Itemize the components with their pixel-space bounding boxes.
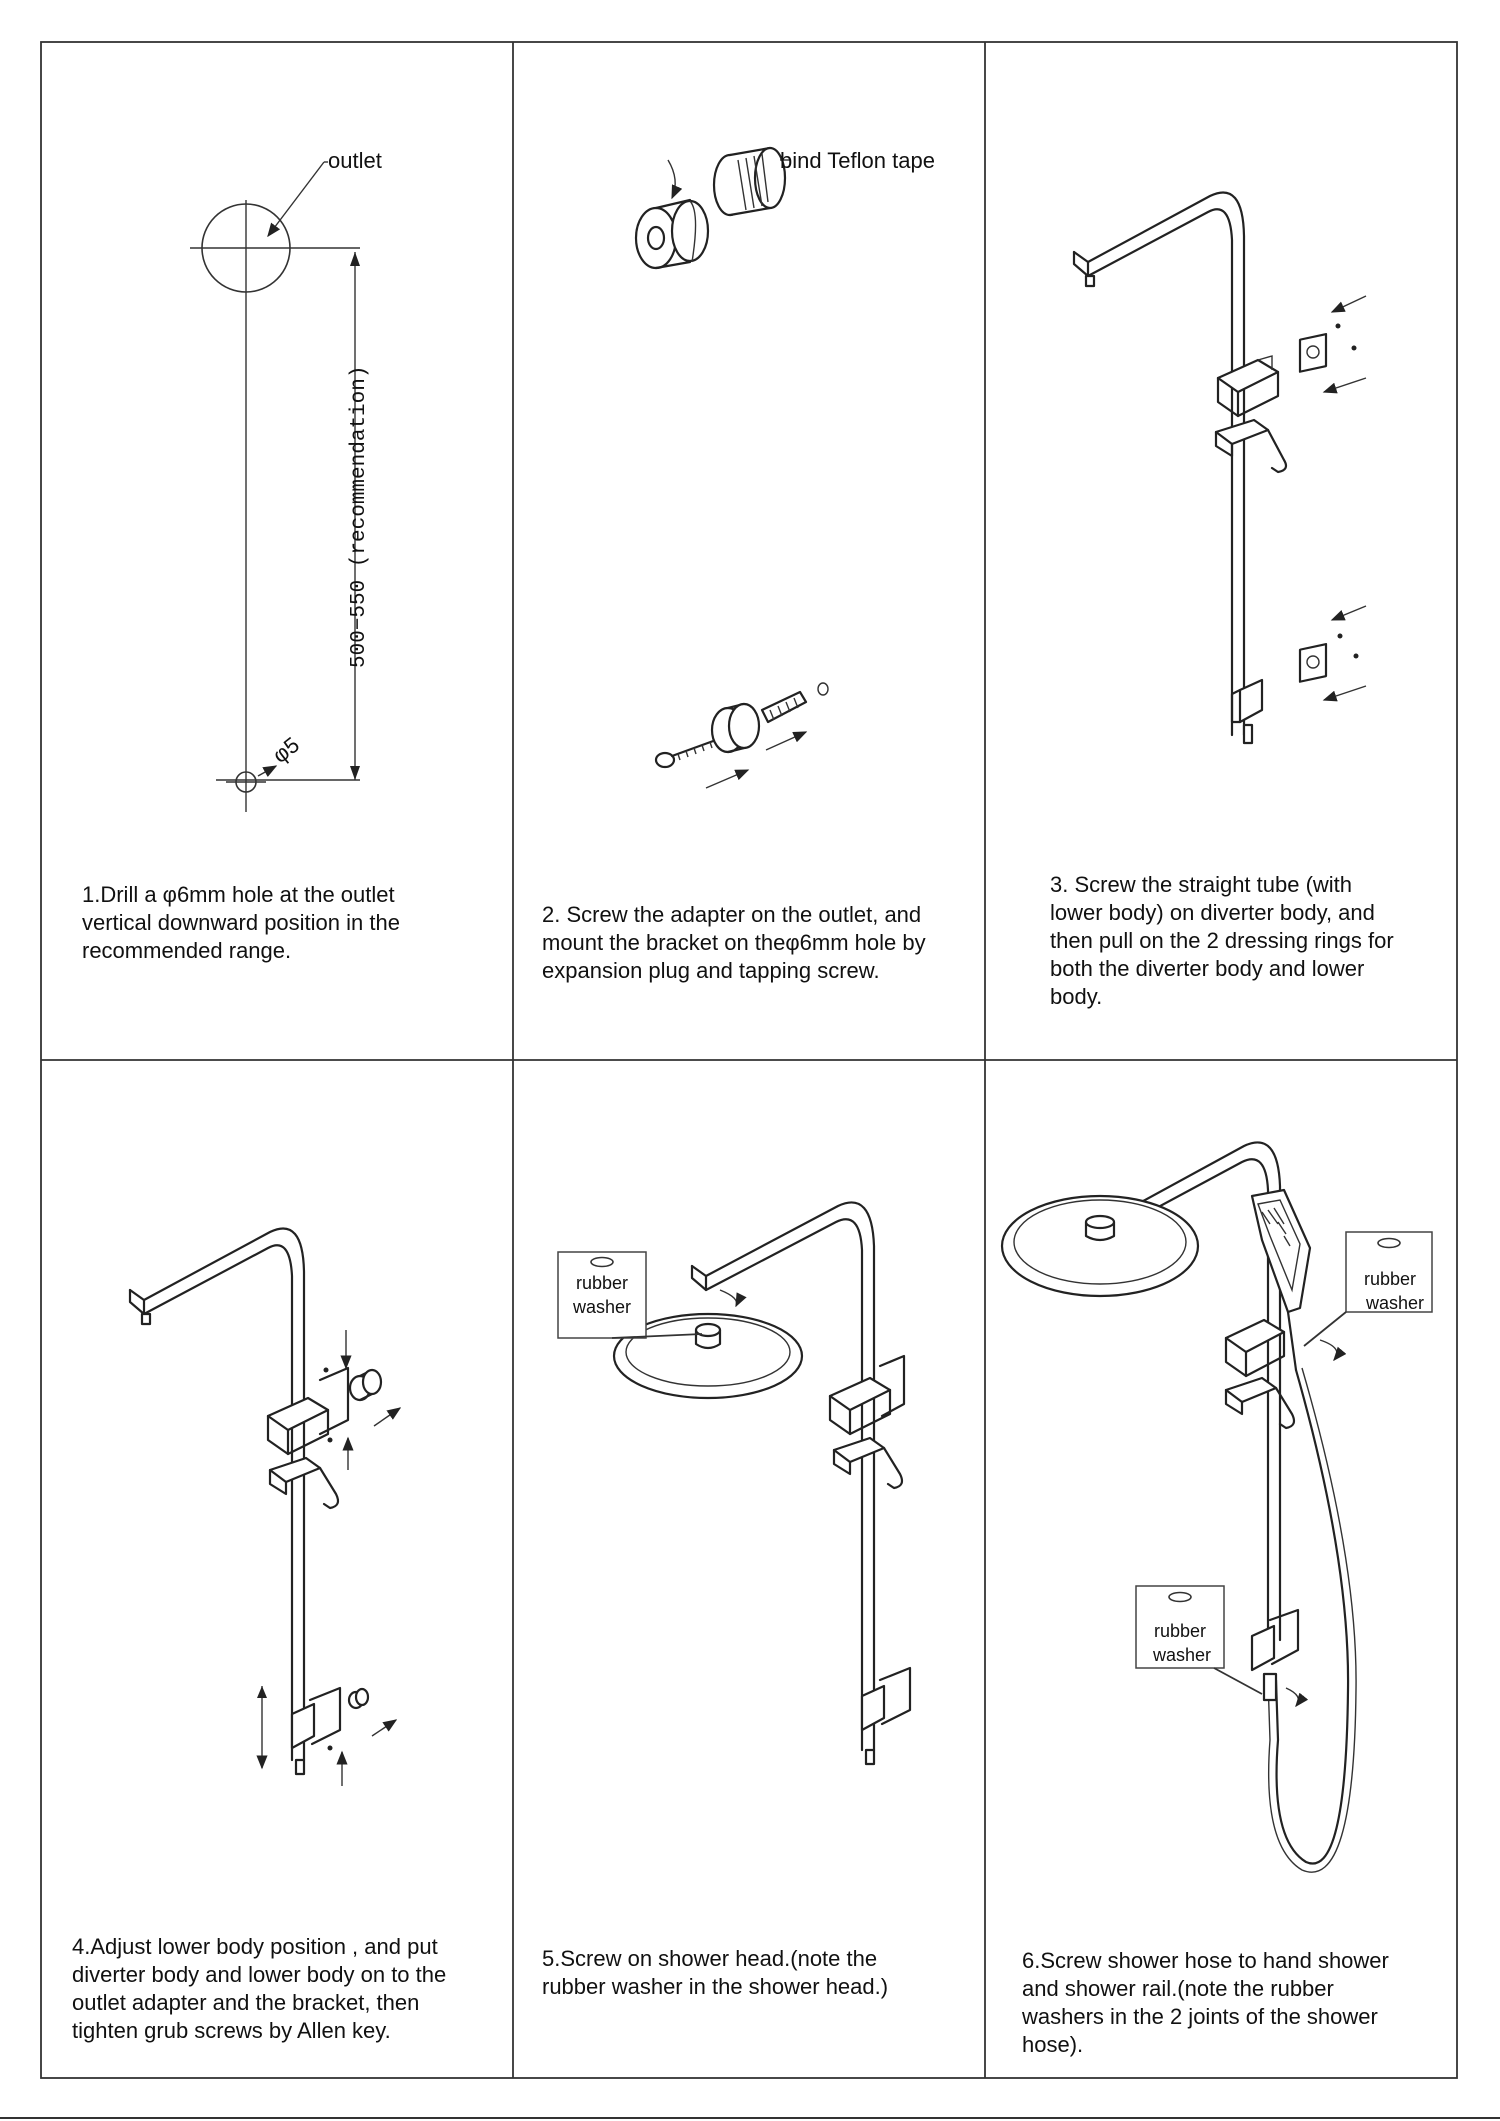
dimension-line bbox=[216, 252, 371, 780]
rubber-washer-callout-top bbox=[1304, 1232, 1432, 1346]
shower-rail-drawing-3 bbox=[1074, 192, 1366, 743]
washer-label-line1: rubber bbox=[575, 1273, 629, 1293]
panel-step-1 bbox=[82, 148, 406, 963]
rubber-washer-callout-bottom bbox=[1136, 1586, 1262, 1694]
step-4-caption: 4.Adjust lower body position , and put diverter body and lower body on to the outlet adapter and the bracket, then tighten grub screws by Allen key. bbox=[72, 1934, 447, 2043]
dimension-label: 500−550 (recommendation) bbox=[348, 365, 371, 668]
bracket-hardware-drawing bbox=[656, 683, 828, 788]
panel-step-6 bbox=[1002, 1142, 1432, 2057]
drill-hole bbox=[226, 732, 304, 792]
washer-top-label-line2: washer bbox=[1365, 1293, 1425, 1313]
step-5-caption: 5.Screw on shower head.(note the rubber washer in the shower head.) bbox=[542, 1946, 889, 1999]
washer-top-label-line1: rubber bbox=[1363, 1269, 1417, 1289]
panel-step-5 bbox=[542, 1202, 910, 1999]
panel-grid bbox=[0, 42, 1500, 2118]
shower-rail-drawing-5 bbox=[614, 1202, 910, 1764]
teflon-label: bind Teflon tape bbox=[780, 148, 935, 173]
adapter-drawing bbox=[636, 148, 935, 268]
step-2-caption: 2. Screw the adapter on the outlet, and mount the bracket on theφ6mm hole by expansion plug and tapping screw. bbox=[542, 902, 926, 983]
panel-step-2 bbox=[542, 148, 935, 983]
washer-label-line2: washer bbox=[572, 1297, 632, 1317]
step-3-caption: 3. Screw the straight tube (with lower body) on diverter body, and then pull on the 2 dressing rings for both the diverter body and lower body. bbox=[1050, 872, 1394, 1009]
diameter-label: φ5 bbox=[267, 731, 304, 768]
panel-step-4 bbox=[72, 1228, 452, 2043]
washer-bottom-label-line2: washer bbox=[1152, 1645, 1212, 1665]
washer-bottom-label-line1: rubber bbox=[1153, 1621, 1207, 1641]
shower-rail-drawing-4 bbox=[130, 1228, 400, 1786]
shower-rail-drawing-6 bbox=[1002, 1142, 1356, 1872]
step-6-caption: 6.Screw shower hose to hand shower and shower rail.(note the rubber washers in the 2 joints of the shower hose). bbox=[1022, 1948, 1389, 2057]
outlet-label: outlet bbox=[328, 148, 382, 173]
step-1-caption: 1.Drill a φ6mm hole at the outlet vertical downward position in the recommended range. bbox=[82, 882, 400, 963]
panel-step-3 bbox=[1050, 192, 1400, 1009]
